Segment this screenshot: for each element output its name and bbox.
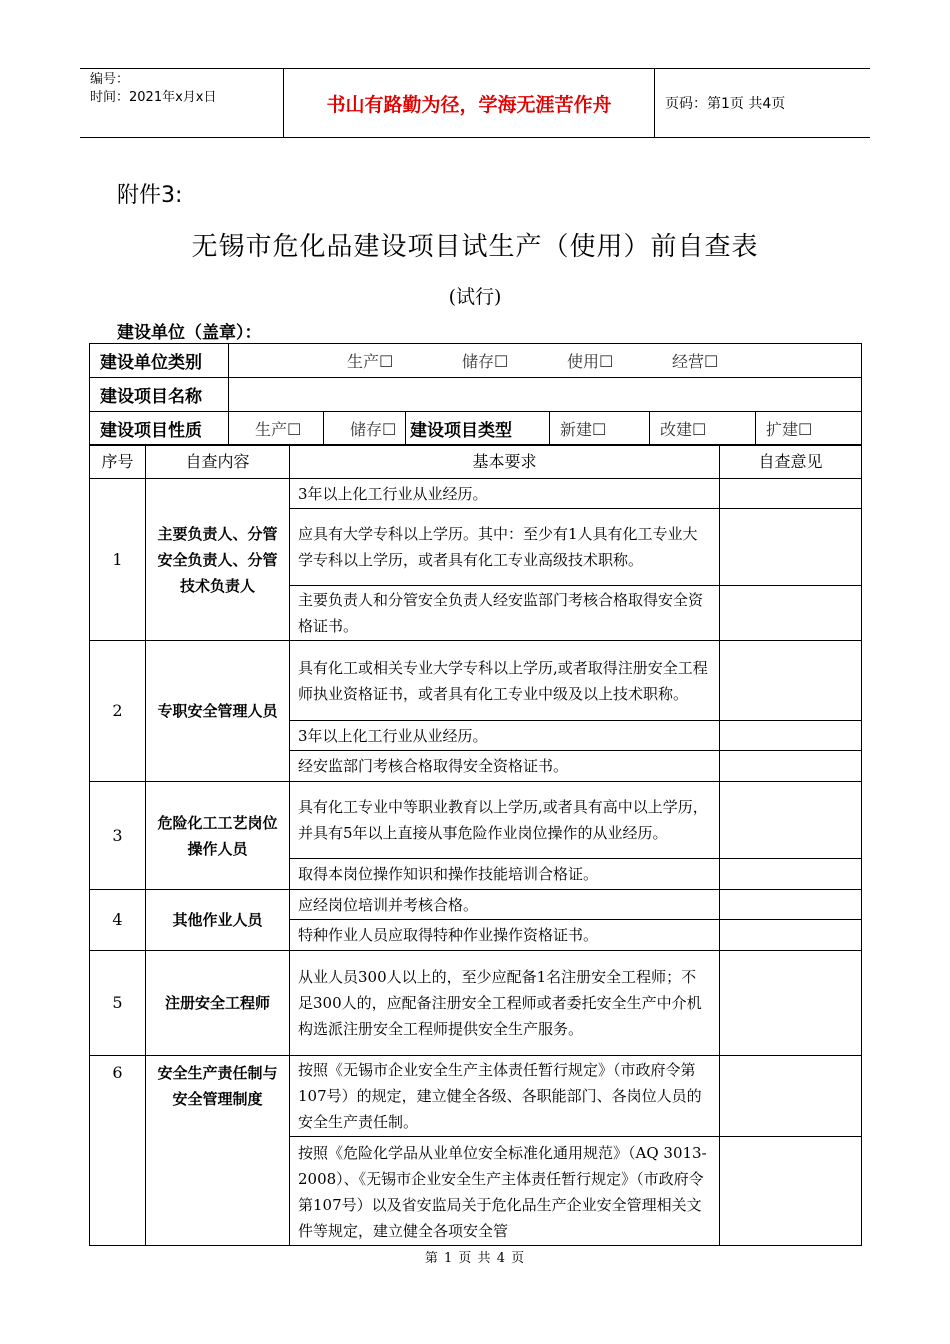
section-content: 专职安全管理人员 — [146, 641, 290, 782]
section-num: 6 — [90, 1056, 146, 1246]
option-storage[interactable]: 储存☐ — [462, 352, 509, 371]
opinion-cell[interactable] — [720, 782, 862, 859]
header-meta — [80, 69, 283, 137]
opinion-cell[interactable] — [720, 1056, 862, 1137]
nature-label: 建设项目性质 — [90, 412, 229, 446]
unit-label: 建设单位（盖章）： — [117, 323, 262, 343]
option-production[interactable]: 生产☐ — [347, 352, 394, 371]
table-row — [90, 890, 862, 920]
section-content: 安全生产责任制与安全管理制度 — [146, 1056, 290, 1246]
opinion-cell[interactable] — [720, 479, 862, 509]
nature-row — [90, 412, 862, 446]
type-label: 建设项目类型 — [406, 412, 550, 446]
table-row — [90, 641, 862, 721]
page-title: 无锡市危化品建设项目试生产（使用）前自查表 — [191, 232, 759, 262]
opinion-cell[interactable] — [720, 641, 862, 721]
project-name-field[interactable] — [229, 378, 862, 412]
table-row — [90, 782, 862, 859]
option-use[interactable]: 使用☐ — [567, 352, 614, 371]
requirement: 应经岗位培训并考核合格。 — [290, 890, 720, 920]
nature-storage[interactable]: 储存☐ — [324, 412, 406, 446]
section-content: 危险化工工艺岗位操作人员 — [146, 782, 290, 890]
table-header-row — [90, 445, 862, 479]
opinion-cell[interactable] — [720, 859, 862, 890]
requirement: 特种作业人员应取得特种作业操作资格证书。 — [290, 920, 720, 951]
type-rebuild[interactable]: 改建☐ — [650, 412, 756, 446]
requirement: 经安监部门考核合格取得安全资格证书。 — [290, 751, 720, 782]
requirement: 从业人员300人以上的，至少应配备1名注册安全工程师；不足300人的，应配备注册安全工程师或者委托安全生产中介机构选派注册安全工程师提供安全生产服务。 — [290, 951, 720, 1056]
section-num: 5 — [90, 951, 146, 1056]
section-num: 2 — [90, 641, 146, 782]
page-header — [80, 68, 870, 138]
table-row — [90, 1056, 862, 1137]
requirement: 应具有大学专科以上学历。其中：至少有1人具有化工专业大学专科以上学历，或者具有化工专业高级技术职称。 — [290, 509, 720, 586]
header-motto: 书山有路勤为径，学海无涯苦作舟 — [283, 69, 655, 137]
project-info-table — [89, 343, 862, 446]
opinion-cell[interactable] — [720, 509, 862, 586]
opinion-cell[interactable] — [720, 751, 862, 782]
opinion-cell[interactable] — [720, 1137, 862, 1246]
header-content: 自查内容 — [146, 445, 290, 479]
section-content: 其他作业人员 — [146, 890, 290, 951]
header-page-info: 页码：第1页 共4页 — [665, 96, 786, 112]
requirement: 3年以上化工行业从业经历。 — [290, 479, 720, 509]
requirement: 按照《危险化学品从业单位安全标准化通用规范》（AQ 3013-2008）、《无锡市企业安全生产主体责任暂行规定》（市政府令第107号）以及省安监局关于危化品生产企业安全管理相关文件等规定，建立健全各项安全管 — [290, 1137, 720, 1246]
type-new[interactable]: 新建☐ — [550, 412, 650, 446]
section-content: 注册安全工程师 — [146, 951, 290, 1056]
table-row — [90, 951, 862, 1056]
header-requirement: 基本要求 — [290, 445, 720, 479]
requirement: 取得本岗位操作知识和操作技能培训合格证。 — [290, 859, 720, 890]
category-row — [90, 344, 862, 378]
attachment-label: 附件3: — [117, 183, 183, 208]
table-row — [90, 479, 862, 509]
category-options — [229, 344, 862, 378]
type-expand[interactable]: 扩建☐ — [756, 412, 862, 446]
opinion-cell[interactable] — [720, 920, 862, 951]
opinion-cell[interactable] — [720, 721, 862, 751]
time-label: 时间：2021年x月x日 — [90, 90, 217, 105]
category-label: 建设单位类别 — [90, 344, 229, 378]
requirement: 3年以上化工行业从业经历。 — [290, 721, 720, 751]
opinion-cell[interactable] — [720, 586, 862, 641]
project-name-row — [90, 378, 862, 412]
opinion-cell[interactable] — [720, 890, 862, 920]
option-operation[interactable]: 经营☐ — [672, 352, 719, 371]
header-num: 序号 — [90, 445, 146, 479]
project-name-label: 建设项目名称 — [90, 378, 229, 412]
requirement: 主要负责人和分管安全负责人经安监部门考核合格取得安全资格证书。 — [290, 586, 720, 641]
section-num: 3 — [90, 782, 146, 890]
opinion-cell[interactable] — [720, 951, 862, 1056]
requirement: 具有化工专业中等职业教育以上学历,或者具有高中以上学历，并具有5年以上直接从事危险作业岗位操作的从业经历。 — [290, 782, 720, 859]
requirement: 按照《无锡市企业安全生产主体责任暂行规定》（市政府令第107号）的规定，建立健全各级、各职能部门、各岗位人员的安全生产责任制。 — [290, 1056, 720, 1137]
nature-production[interactable]: 生产☐ — [229, 412, 324, 446]
section-content: 主要负责人、分管安全负责人、分管技术负责人 — [146, 479, 290, 641]
requirement: 具有化工或相关专业大学专科以上学历,或者取得注册安全工程师执业资格证书，或者具有化工专业中级及以上技术职称。 — [290, 641, 720, 721]
section-num: 4 — [90, 890, 146, 951]
self-check-table — [89, 444, 862, 1246]
code-label: 编号： — [90, 72, 130, 87]
page-subtitle: (试行) — [448, 286, 502, 308]
header-opinion: 自查意见 — [720, 445, 862, 479]
section-num: 1 — [90, 479, 146, 641]
page-footer: 第 1 页 共 4 页 — [424, 1251, 526, 1266]
